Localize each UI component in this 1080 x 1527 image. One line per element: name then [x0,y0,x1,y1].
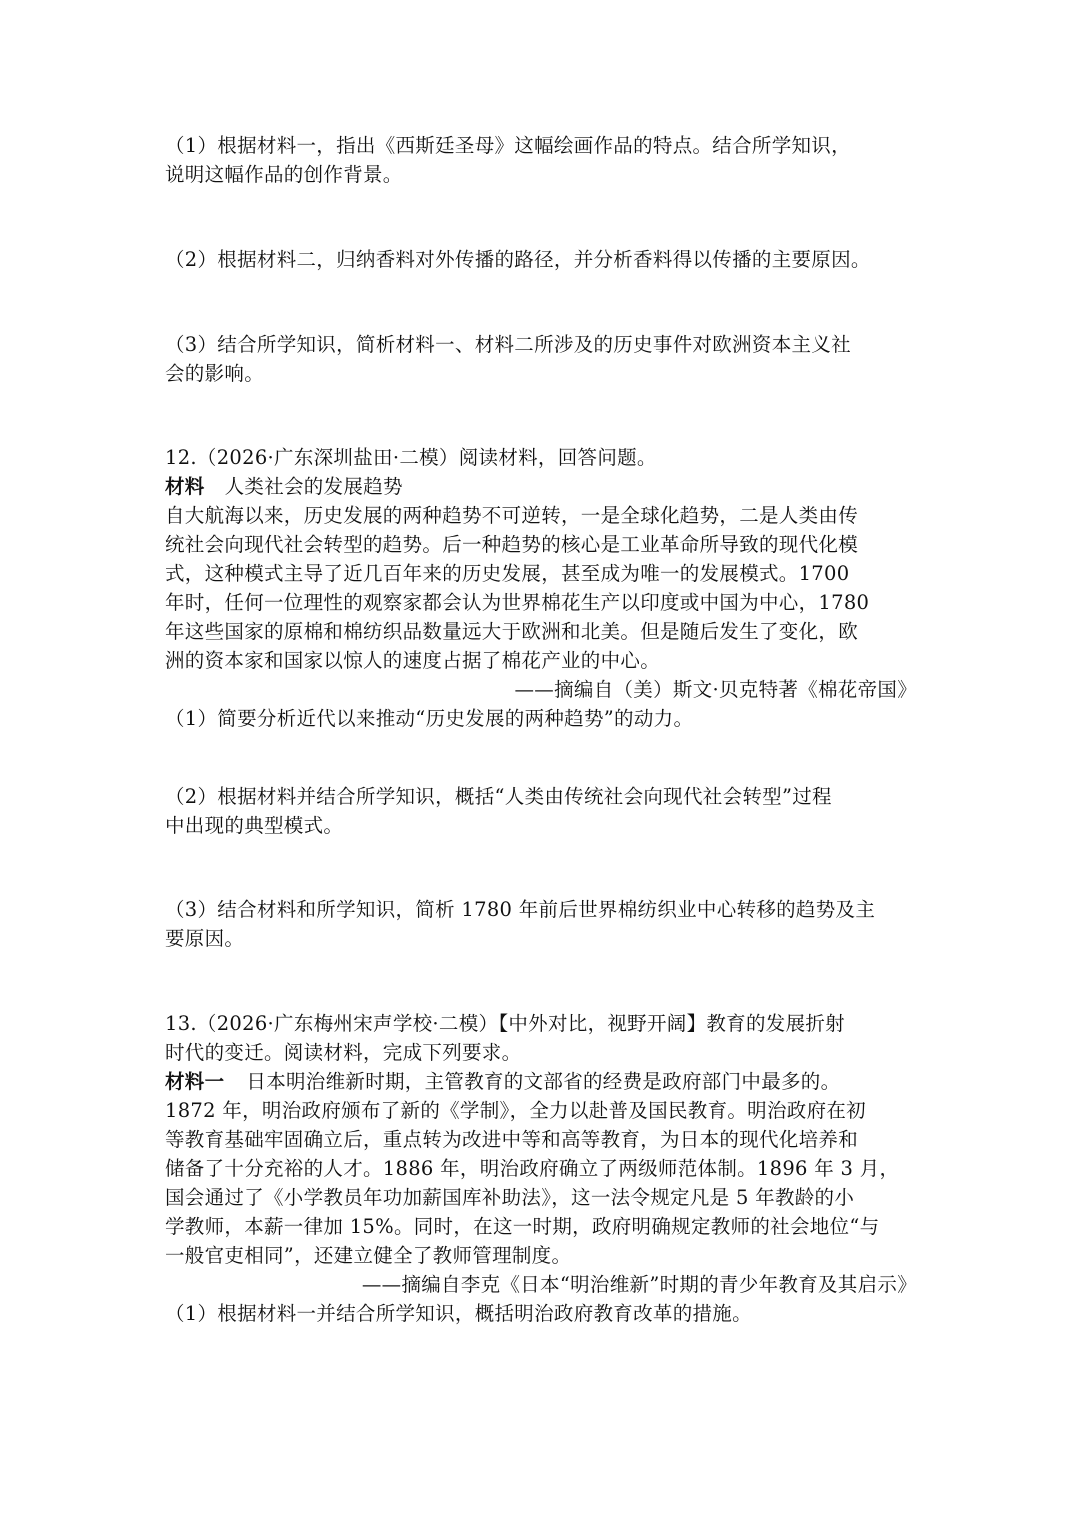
material-line: 式，这种模式主导了近几百年来的历史发展，甚至成为唯一的发展模式。1700 [165,562,850,585]
question-12-sub-2-line-1: （2）根据材料并结合所学知识，概括“人类由传统社会向现代社会转型”过程 [165,785,832,808]
question-13 [165,1009,917,1328]
material-label: 材料 [165,475,205,498]
question-12-sub-3-line-2: 要原因。 [165,927,245,950]
material-line: 储备了十分充裕的人才。1886 年，明治政府确立了两级师范体制。1896 年 3 月， [165,1157,900,1180]
question-13-sub-1: （1）根据材料一并结合所学知识，概括明治政府教育改革的措施。 [165,1302,752,1325]
question-12-sub-3-line-1: （3）结合材料和所学知识，简析 1780 年前后世界棉纺织业中心转移的趋势及主 [165,898,876,921]
material-line: 国会通过了《小学教员年功加薪国库补助法》，这一法令规定凡是 5 年教龄的小 [165,1186,855,1209]
prev-question-3-line-2: 会的影响。 [165,362,265,385]
material-line: 等教育基础牢固确立后，重点转为改进中等和高等教育，为日本的现代化培养和 [165,1128,859,1151]
material-label: 材料一 [165,1070,225,1093]
question-12-sub-3 [165,895,917,953]
question-13-material-heading [165,1067,917,1096]
material-line: 一般官吏相同”，还建立健全了教师管理制度。 [165,1244,572,1267]
material-line: 学教师，本薪一律加 15%。同时，在这一时期，政府明确规定教师的社会地位“与 [165,1215,880,1238]
question-12-sub-2-line-2: 中出现的典型模式。 [165,814,344,837]
material-line: 统社会向现代社会转型的趋势。后一种趋势的核心是工业革命所导致的现代化模 [165,533,859,556]
question-12-material-heading [165,472,917,501]
material-line: 1872 年，明治政府颁布了新的《学制》，全力以赴普及国民教育。明治政府在初 [165,1099,866,1122]
material-line: 年这些国家的原棉和棉纺织品数量远大于欧洲和北美。但是随后发生了变化，欧 [165,620,859,643]
prev-question-1 [165,131,917,189]
material-title: 人类社会的发展趋势 [224,475,403,498]
question-13-header-line-2: 时代的变迁。阅读材料，完成下列要求。 [165,1041,522,1064]
prev-question-1-line-1: （1）根据材料一，指出《西斯廷圣母》这幅绘画作品的特点。结合所学知识， [165,134,851,157]
prev-question-3-line-1: （3）结合所学知识，简析材料一、材料二所涉及的历史事件对欧洲资本主义社 [165,333,851,356]
material-line: 洲的资本家和国家以惊人的速度占据了棉花产业的中心。 [165,649,661,672]
material-first-line: 日本明治维新时期，主管教育的文部省的经费是政府部门中最多的。 [246,1070,841,1093]
material-source: ——摘编自（美）斯文·贝克特著《棉花帝国》 [514,678,917,701]
question-12-sub-2 [165,782,917,840]
question-12 [165,443,917,733]
material-line: 自大航海以来，历史发展的两种趋势不可逆转，一是全球化趋势，二是人类由传 [165,504,859,527]
material-source: ——摘编自李克《日本“明治维新”时期的青少年教育及其启示》 [361,1273,917,1296]
prev-question-2-line-1: （2）根据材料二，归纳香料对外传播的路径，并分析香料得以传播的主要原因。 [165,248,871,271]
material-line: 年时，任何一位理性的观察家都会认为世界棉花生产以印度或中国为中心，1780 [165,591,870,614]
prev-question-1-line-2: 说明这幅作品的创作背景。 [165,163,403,186]
question-13-header-line-1: 13.（2026·广东梅州宋声学校·二模）【中外对比，视野开阔】教育的发展折射 [165,1012,845,1035]
question-12-header: 12.（2026·广东深圳盐田·二模）阅读材料，回答问题。 [165,446,657,469]
question-12-sub-1: （1）简要分析近代以来推动“历史发展的两种趋势”的动力。 [165,707,694,730]
prev-question-2 [165,245,917,274]
prev-question-3 [165,330,917,388]
